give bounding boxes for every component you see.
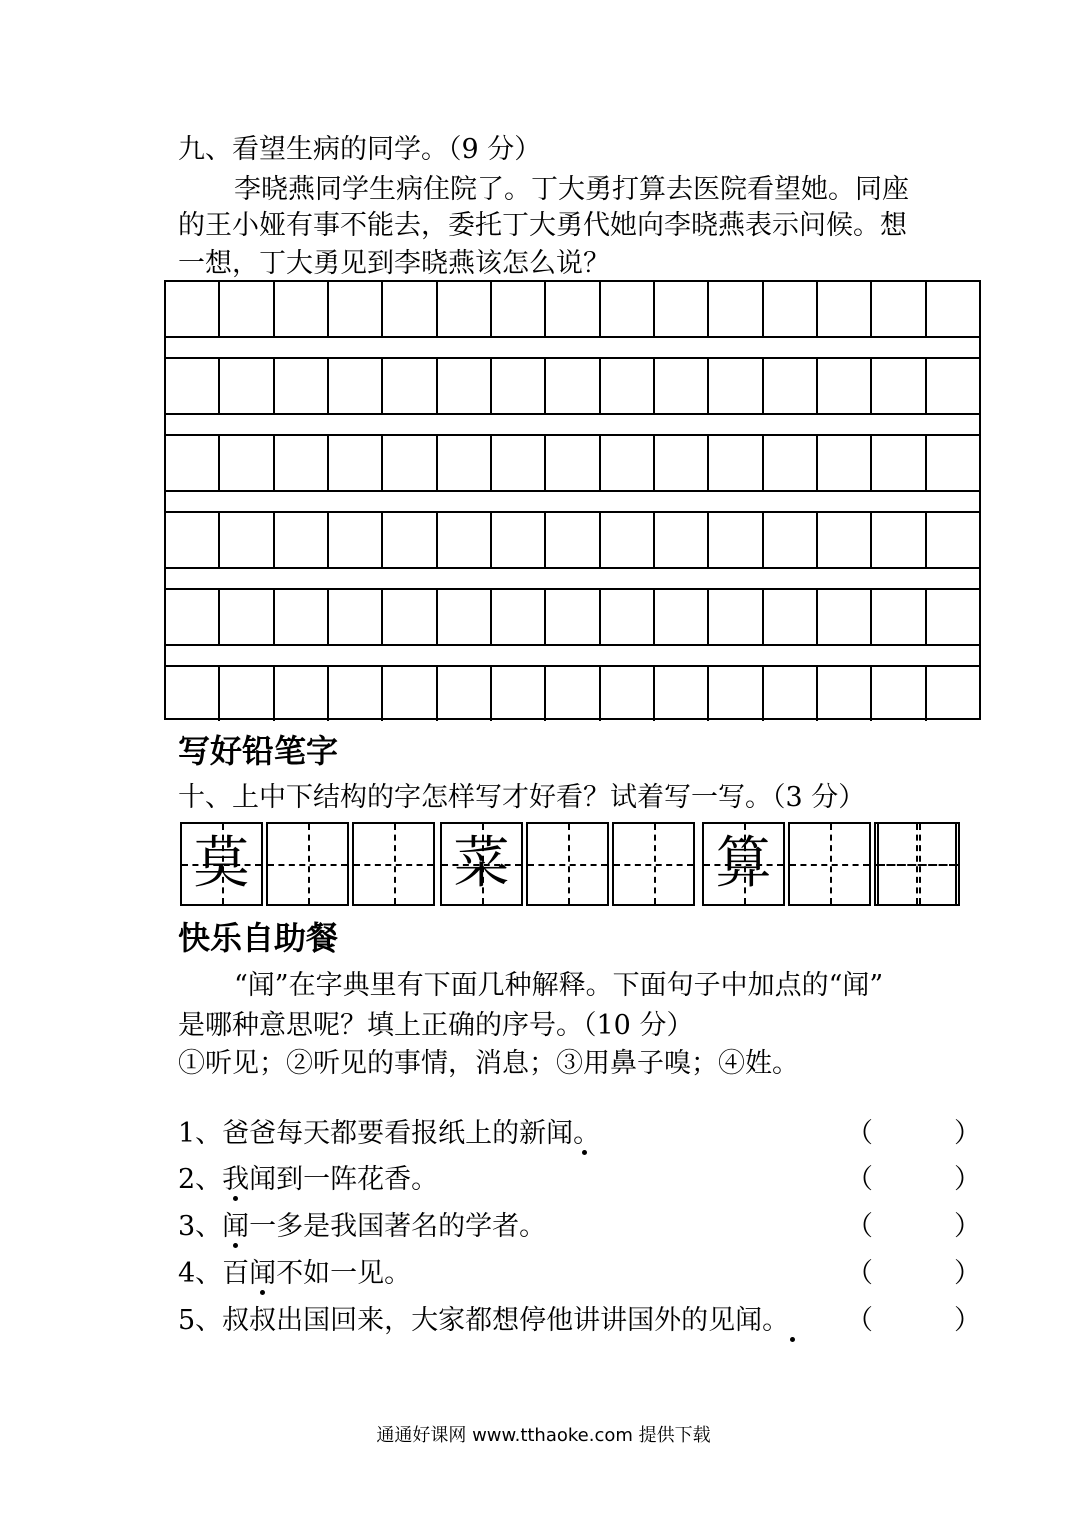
q9-text-line3: 一想，丁大勇见到李晓燕该怎么说？ [178,248,610,279]
grid-cell[interactable] [275,513,329,567]
grid-cell[interactable] [818,590,872,644]
grid-row [166,359,979,413]
grid-cell[interactable] [329,359,383,413]
grid-cell[interactable] [872,590,926,644]
grid-cell[interactable] [275,436,329,490]
emphasis-dot [582,1150,587,1155]
grid-cell[interactable] [492,282,546,336]
writing-grid[interactable] [164,280,981,720]
grid-cell[interactable] [383,667,437,721]
grid-cell[interactable] [927,513,979,567]
grid-cell[interactable] [329,667,383,721]
grid-row [166,590,979,644]
grid-cell[interactable] [655,282,709,336]
guide-line [354,864,433,866]
grid-cell[interactable] [601,282,655,336]
grid-cell[interactable] [601,667,655,721]
emphasis-dot [790,1337,795,1342]
grid-cell[interactable] [492,359,546,413]
model-character: 菜 [453,831,510,896]
grid-cell[interactable] [383,359,437,413]
grid-cell[interactable] [275,667,329,721]
footer-credit: 通通好课网 www.tthaoke.com 提供下载 [376,1425,711,1446]
grid-cell[interactable] [546,282,600,336]
grid-cell[interactable] [546,513,600,567]
sentence-4: 4、百闻不如一见。 [178,1258,412,1289]
grid-cell[interactable] [872,667,926,721]
grid-cell[interactable] [601,359,655,413]
grid-cell[interactable] [764,282,818,336]
guide-line [879,864,958,866]
grid-rule [166,567,979,569]
grid-cell[interactable] [709,590,763,644]
q10-title: 十、上中下结构的字怎样写才好看？试着写一写。（3 分） [178,782,866,813]
grid-cell[interactable] [927,359,979,413]
grid-row [166,436,979,490]
grid-cell[interactable] [655,359,709,413]
grid-cell[interactable] [764,513,818,567]
grid-cell[interactable] [927,282,979,336]
grid-cell[interactable] [927,590,979,644]
grid-cell[interactable] [275,590,329,644]
grid-cell[interactable] [220,590,274,644]
guide-line [614,864,693,866]
grid-cell[interactable] [546,359,600,413]
grid-cell[interactable] [492,513,546,567]
tian-box[interactable] [440,822,523,906]
grid-row [166,667,979,721]
grid-cell[interactable] [329,282,383,336]
grid-cell[interactable] [329,436,383,490]
section-heading-pencil: 写好铅笔字 [178,732,339,770]
answer-blank-4[interactable]: （ ） [846,1258,981,1289]
emphasis-dot [260,1290,265,1295]
grid-cell[interactable] [383,282,437,336]
grid-cell[interactable] [709,436,763,490]
tian-box[interactable] [180,822,263,906]
tian-box[interactable] [526,822,609,906]
grid-cell[interactable] [764,590,818,644]
grid-rule [166,413,979,415]
grid-cell[interactable] [438,436,492,490]
model-character: 算 [715,831,772,896]
grid-cell[interactable] [166,436,220,490]
grid-cell[interactable] [166,590,220,644]
tian-box[interactable] [266,822,349,906]
grid-cell[interactable] [329,513,383,567]
grid-rule [166,490,979,492]
grid-cell[interactable] [438,282,492,336]
grid-cell[interactable] [383,590,437,644]
q9-text-line2: 的王小娅有事不能去，委托丁大勇代她向李晓燕表示问候。想 [178,210,907,241]
grid-cell[interactable] [655,513,709,567]
grid-cell[interactable] [220,282,274,336]
grid-cell[interactable] [275,359,329,413]
grid-cell[interactable] [764,436,818,490]
answer-blank-2[interactable]: （ ） [846,1164,981,1195]
q9-text-line1: 李晓燕同学生病住院了。丁大勇打算去医院看望她。同座 [234,174,909,205]
grid-cell[interactable] [546,667,600,721]
grid-cell[interactable] [166,282,220,336]
grid-cell[interactable] [818,436,872,490]
sentence-5: 5、叔叔出国回来，大家都想停他讲讲国外的见闻。 [178,1305,790,1336]
sentence-1: 1、爸爸每天都要看报纸上的新闻。 [178,1118,601,1149]
grid-cell[interactable] [818,667,872,721]
grid-cell[interactable] [601,590,655,644]
tian-grid[interactable] [180,822,960,906]
grid-cell[interactable] [275,282,329,336]
tian-box[interactable] [788,822,871,906]
grid-cell[interactable] [166,667,220,721]
grid-cell[interactable] [655,590,709,644]
model-character: 莫 [193,831,250,896]
grid-rule [166,336,979,338]
grid-cell[interactable] [927,667,979,721]
tian-box[interactable] [352,822,435,906]
grid-cell[interactable] [220,513,274,567]
emphasis-dot [233,1196,238,1201]
grid-cell[interactable] [872,436,926,490]
grid-cell[interactable] [166,359,220,413]
grid-cell[interactable] [709,667,763,721]
grid-cell[interactable] [492,590,546,644]
grid-cell[interactable] [601,513,655,567]
grid-cell[interactable] [872,359,926,413]
grid-cell[interactable] [438,359,492,413]
grid-cell[interactable] [220,667,274,721]
grid-cell[interactable] [818,359,872,413]
q9-title: 九、看望生病的同学。（9 分） [178,134,542,165]
grid-cell[interactable] [166,513,220,567]
grid-row [166,513,979,567]
grid-cell[interactable] [438,590,492,644]
grid-cell[interactable] [872,513,926,567]
answer-blank-1[interactable]: （ ） [846,1118,981,1149]
grid-cell[interactable] [872,282,926,336]
grid-cell[interactable] [818,513,872,567]
q11-options: ①听见；②听见的事情，消息；③用鼻子嗅；④姓。 [178,1048,799,1079]
grid-cell[interactable] [492,436,546,490]
sentence-3: 3、闻一多是我国著名的学者。 [178,1211,547,1242]
sentence-2: 2、我闻到一阵花香。 [178,1164,439,1195]
grid-cell[interactable] [220,436,274,490]
grid-cell[interactable] [709,359,763,413]
grid-cell[interactable] [438,513,492,567]
grid-cell[interactable] [383,513,437,567]
q11-intro-line1: “闻”在字典里有下面几种解释。下面句子中加点的“闻” [234,970,884,1001]
grid-row [166,282,979,336]
grid-cell[interactable] [764,359,818,413]
guide-line [268,864,347,866]
q11-intro-line2: 是哪种意思呢？填上正确的序号。（10 分） [178,1010,694,1041]
guide-line [790,864,869,866]
grid-cell[interactable] [601,436,655,490]
grid-cell[interactable] [383,436,437,490]
tian-box[interactable] [877,822,960,906]
guide-line [528,864,607,866]
grid-cell[interactable] [655,436,709,490]
grid-cell[interactable] [492,667,546,721]
answer-blank-3[interactable]: （ ） [846,1211,981,1242]
answer-blank-5[interactable]: （ ） [846,1305,981,1336]
grid-cell[interactable] [818,282,872,336]
section-heading-happy: 快乐自助餐 [178,919,339,957]
grid-cell[interactable] [546,436,600,490]
tian-box[interactable] [702,822,785,906]
grid-cell[interactable] [438,667,492,721]
grid-cell[interactable] [546,590,600,644]
grid-rule [166,644,979,646]
grid-cell[interactable] [709,282,763,336]
grid-cell[interactable] [764,667,818,721]
grid-cell[interactable] [927,436,979,490]
grid-cell[interactable] [655,667,709,721]
grid-cell[interactable] [709,513,763,567]
grid-cell[interactable] [220,359,274,413]
emphasis-dot [233,1243,238,1248]
tian-box[interactable] [612,822,695,906]
grid-cell[interactable] [329,590,383,644]
